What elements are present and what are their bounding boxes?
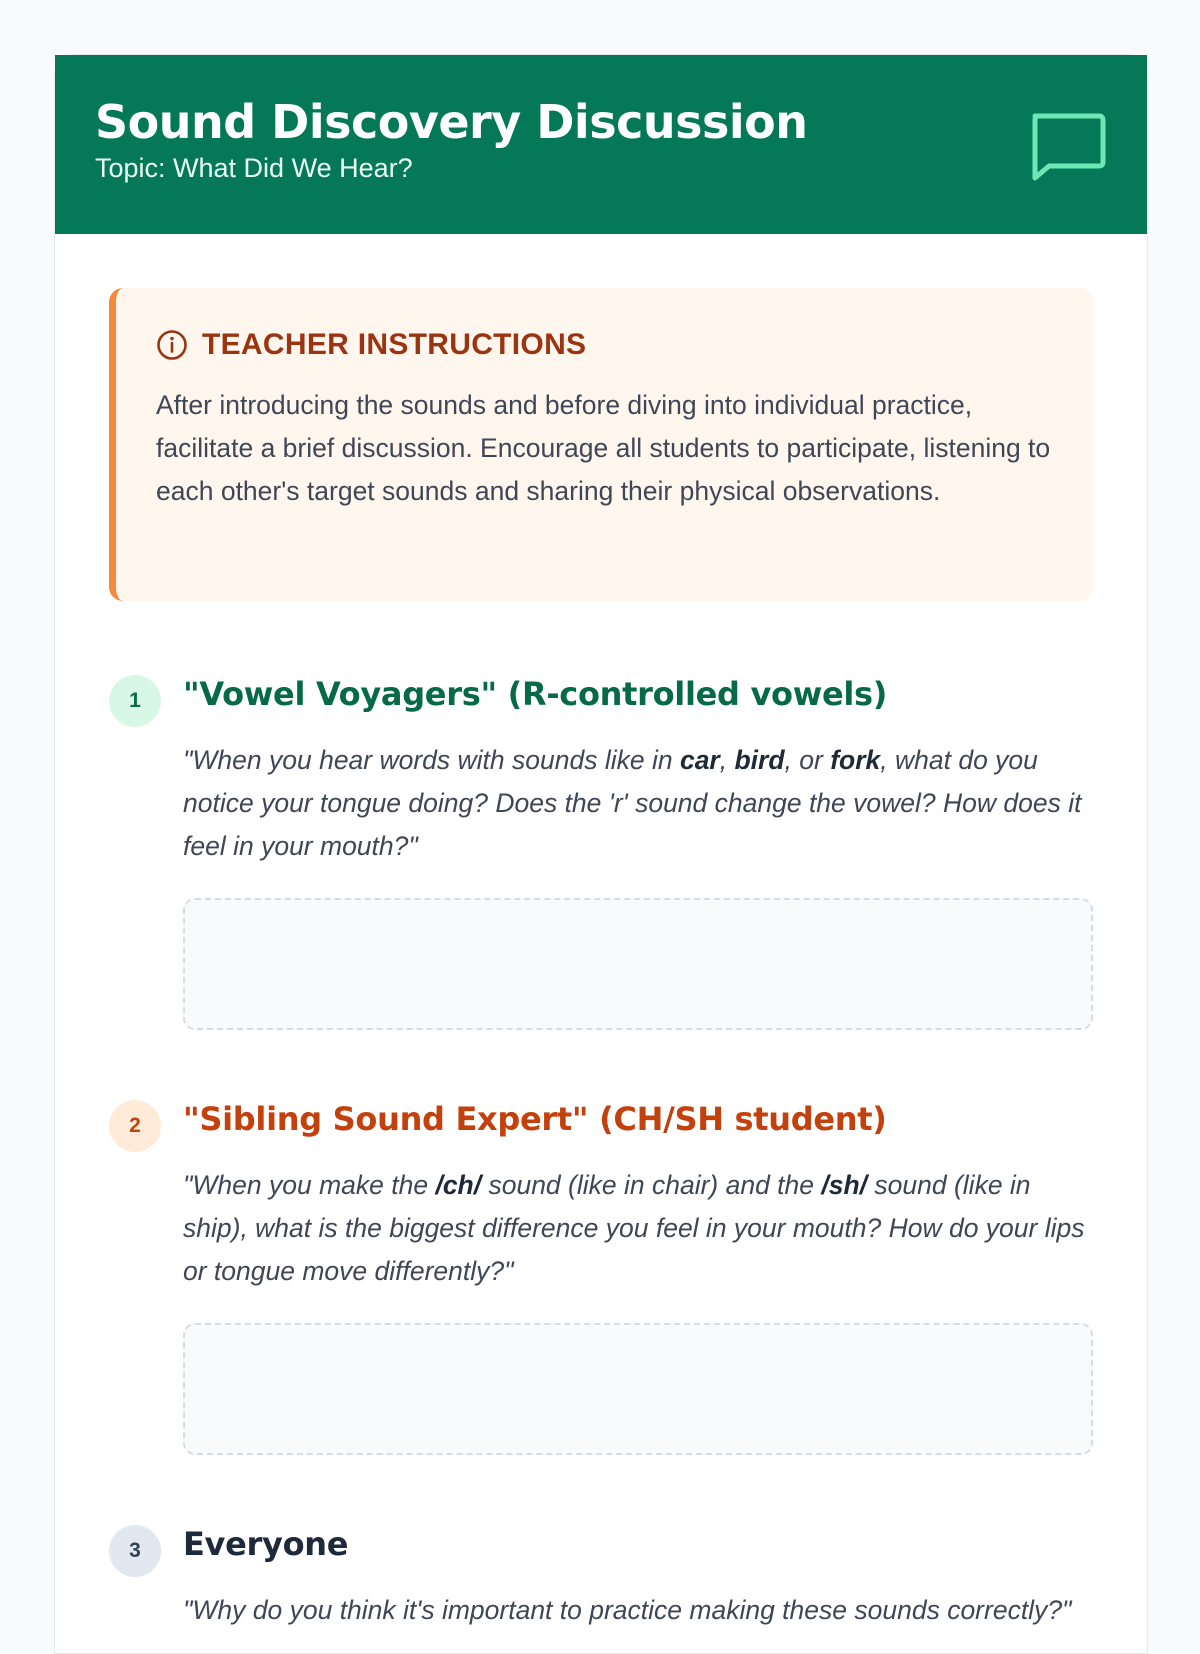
example-word: bird — [734, 745, 785, 775]
item-question — [183, 1164, 1093, 1293]
question-text: , what do you notice your tongue doing? Does the 'r' sound change the vowel? How does it feel in your mouth?" — [183, 745, 1082, 861]
discussion-item-3 — [109, 1521, 1093, 1632]
item-number-badge: 3 — [109, 1525, 161, 1577]
card-header — [55, 55, 1147, 234]
example-sound: /sh/ — [821, 1170, 868, 1200]
question-text: "When you hear words with sounds like in — [183, 745, 680, 775]
example-word: fork — [830, 745, 881, 775]
discussion-item-2 — [109, 1096, 1093, 1455]
card-content — [55, 234, 1147, 1632]
page-title: Sound Discovery Discussion — [95, 95, 808, 149]
question-text: "Why do you think it's important to practice making these sounds correctly?" — [183, 1595, 1072, 1625]
item-number-badge: 1 — [109, 675, 161, 727]
page-subtitle: Topic: What Did We Hear? — [95, 153, 413, 183]
example-sound: /ch/ — [435, 1170, 482, 1200]
discussion-item-1 — [109, 671, 1093, 1030]
teacher-instructions — [109, 288, 1093, 601]
instructions-body: After introducing the sounds and before diving into individual practice, facilitate a brief discussion. Encourage all students to participate, listening to each other's target sounds and sharing their physical observations. — [156, 390, 1051, 506]
chat-bubble-icon — [1027, 110, 1107, 182]
item-number-badge: 2 — [109, 1100, 161, 1152]
instructions-title: TEACHER INSTRUCTIONS — [202, 328, 587, 361]
item-title: "Vowel Voyagers" (R-controlled vowels) — [183, 675, 888, 713]
item-title: Everyone — [183, 1525, 349, 1563]
discussion-card — [54, 54, 1148, 1654]
example-word: car — [679, 745, 720, 775]
answer-area[interactable] — [183, 898, 1093, 1030]
question-text: sound (like in ship), what is the biggest difference you feel in your mouth? How do your lips or tongue move differently?" — [183, 1170, 1085, 1286]
info-icon — [156, 329, 188, 361]
question-text: , — [719, 745, 735, 775]
question-text: , or — [784, 745, 831, 775]
question-text: sound (like in chair) and the — [481, 1170, 822, 1200]
question-text: "When you make the — [183, 1170, 436, 1200]
answer-area[interactable] — [183, 1323, 1093, 1455]
instructions-header — [156, 328, 1053, 362]
item-title: "Sibling Sound Expert" (CH/SH student) — [183, 1100, 887, 1138]
item-question — [183, 1589, 1093, 1632]
item-question — [183, 739, 1093, 868]
